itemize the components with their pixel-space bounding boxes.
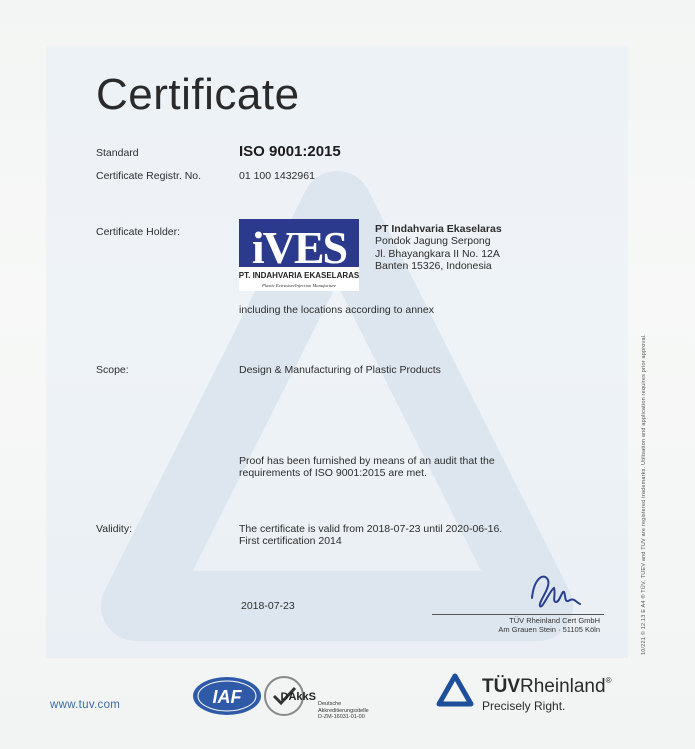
dakks-line2: Akkreditierungsstelle [318, 707, 369, 714]
standard-label: Standard [96, 147, 139, 159]
holder-address-line2: Jl. Bhayangkara II No. 12A [375, 247, 500, 260]
ives-logo-company: PT. INDAHVARIA EKASELARAS [239, 271, 359, 280]
holder-address [375, 223, 502, 273]
signature-image [522, 568, 582, 614]
validity-line2: First certification 2014 [239, 535, 342, 547]
dakks-caption [318, 701, 369, 721]
scope-label: Scope: [96, 364, 129, 376]
tuv-brand-name [482, 676, 611, 698]
validity-line1: The certificate is valid from 2018-07-23 until 2020-06-16. [239, 523, 503, 535]
holder-name: PT Indahvaria Ekaselaras [375, 223, 502, 235]
ives-logo-tagline: Plastic Extrusion/Injection Manufacture [261, 283, 337, 288]
issuer-address: Am Grauen Stein · 51105 Köln [498, 625, 600, 634]
dakks-line3: D-ZM-16031-01-00 [318, 714, 365, 720]
iaf-logo [192, 676, 262, 716]
registration-value: 01 100 1432961 [239, 170, 315, 182]
dakks-logo [264, 676, 316, 716]
validity-label: Validity: [96, 523, 132, 535]
ives-logo-letters: iVES [251, 222, 347, 273]
iaf-logo-text: IAF [212, 687, 242, 707]
standard-value: ISO 9001:2015 [239, 143, 341, 160]
signature-line [432, 614, 604, 615]
proof-line1: Proof has been furnished by means of an audit that the [239, 455, 495, 467]
tuv-brand-rest: Rheinland [520, 676, 606, 697]
proof-line2: requirements of ISO 9001:2015 are met. [239, 467, 427, 479]
holder-label: Certificate Holder: [96, 226, 181, 238]
dakks-logo-text: DAkkS [280, 691, 316, 703]
issue-date: 2018-07-23 [241, 600, 295, 612]
tuv-slogan: Precisely Right. [482, 699, 566, 713]
website-text: www.tuv.com [50, 699, 121, 711]
tuv-triangle-watermark [46, 46, 628, 658]
tuv-brand-bold: TÜV [482, 676, 520, 697]
ives-logo [239, 219, 359, 291]
holder-address-line3: Banten 15326, Indonesia [375, 260, 492, 273]
tuv-brand-reg: ® [605, 676, 612, 685]
issuer-block [432, 616, 600, 634]
dakks-line1: Deutsche [318, 701, 342, 707]
registration-label: Certificate Registr. No. [96, 170, 202, 182]
tuv-triangle-icon [436, 673, 474, 707]
scope-value: Design & Manufacturing of Plastic Products [239, 364, 441, 376]
page-title: Certificate [96, 70, 300, 119]
holder-address-line1: Pondok Jagung Serpong [375, 235, 491, 248]
issuer-name: TÜV Rheinland Cert GmbH [509, 616, 600, 625]
locations-note: including the locations according to annex [239, 304, 434, 316]
side-note: 10/221 © 12.13 E A4 ® TÜV, TUEV and TUV are registered trademarks. Utilisation and application requires prior approval. [641, 334, 647, 655]
